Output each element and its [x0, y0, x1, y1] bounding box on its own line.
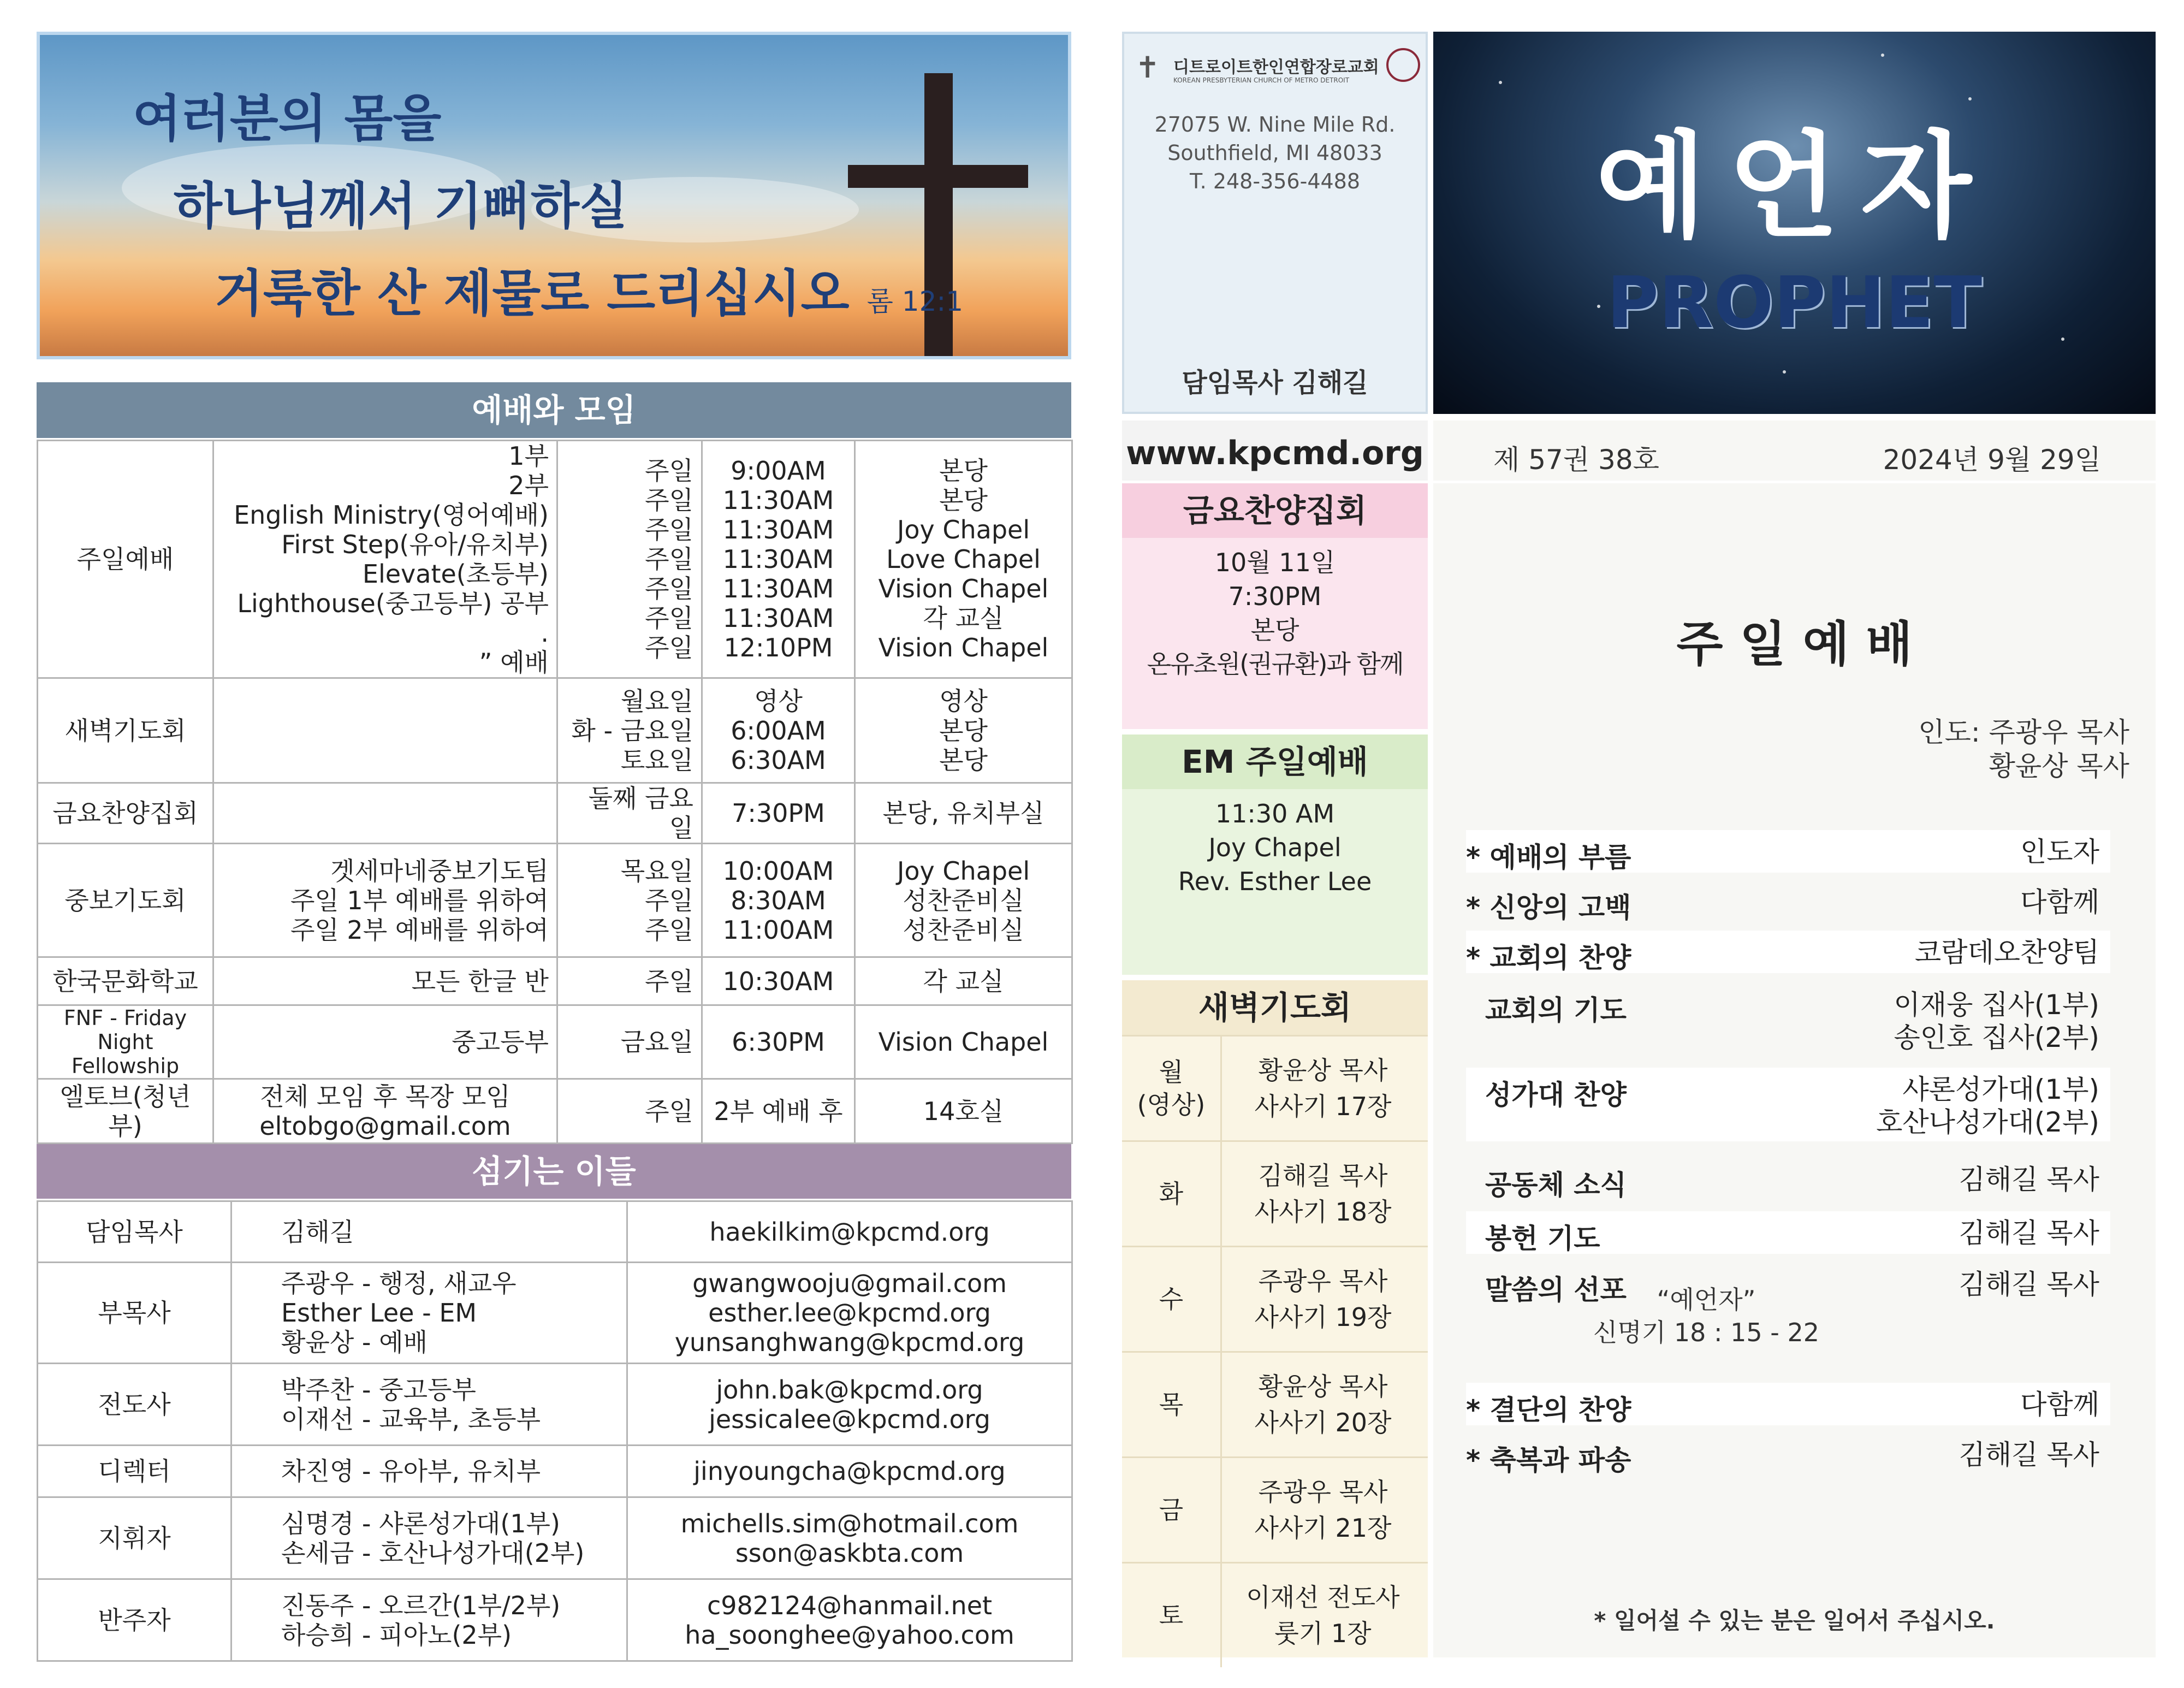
worship-time: 영상 6:00AM 6:30AM — [702, 678, 855, 783]
order-item — [1466, 1211, 2110, 1254]
order-item — [1466, 830, 2110, 873]
prophet-title-image — [1433, 32, 2156, 414]
sermon-reference: 신명기 18 : 15 - 22 — [1593, 1318, 1820, 1347]
worship-time: 10:00AM 8:30AM 11:00AM — [702, 844, 855, 957]
staff-names: 김해길 — [232, 1201, 627, 1263]
order-item-value: 김해길 목사 — [1959, 1217, 2099, 1249]
issue-volume: 제 57권 38호 — [1493, 444, 1659, 476]
worship-day: 금요일 — [557, 1005, 702, 1079]
worship-leaders: 인도: 주광우 목사 황윤상 목사 — [1918, 716, 2129, 782]
dawn-day: 수 — [1122, 1247, 1222, 1351]
staff-names: 주광우 - 행정, 새교우 Esther Lee - EM 황윤상 - 예배 — [232, 1263, 627, 1364]
em-time: 11:30 AM — [1215, 799, 1335, 828]
order-item — [1466, 1068, 2110, 1141]
worship-row — [38, 783, 1072, 844]
issue-date: 2024년 9월 29일 — [1883, 444, 2101, 476]
worship-day: 주일 — [557, 1079, 702, 1144]
worship-name: 금요찬양집회 — [38, 783, 213, 844]
order-item-value: 샤론성가대(1부) 호산나성가대(2부) — [1876, 1074, 2099, 1138]
dawn-prayer-box — [1122, 980, 1428, 1657]
worship-row — [38, 1079, 1072, 1144]
worship-day: 주일 주일 주일 주일 주일 주일 주일 — [557, 441, 702, 678]
staff-role: 지휘자 — [38, 1497, 232, 1579]
friday-time: 7:30PM — [1228, 582, 1322, 611]
worship-name: 중보기도회 — [38, 844, 213, 957]
worship-desc: 전체 모임 후 목장 모임 eltobgo@gmail.com — [213, 1079, 557, 1144]
worship-row — [38, 678, 1072, 783]
order-item-name: * 신앙의 고백 — [1466, 892, 1631, 923]
senior-pastor: 담임목사 김해길 — [1182, 368, 1368, 398]
worship-time: 6:30PM — [702, 1005, 855, 1079]
staff-row — [38, 1579, 1072, 1661]
dawn-row — [1122, 1246, 1428, 1351]
order-item-value: 다함께 — [2020, 886, 2099, 918]
address-line-2: Southfield, MI 48033 — [1167, 141, 1382, 165]
worship-place: 본당 본당 Joy Chapel Love Chapel Vision Chapel 각 교실 Vision Chapel — [855, 441, 1072, 678]
order-item-name: * 결단의 찬양 — [1466, 1394, 1631, 1426]
staff-role: 디렉터 — [38, 1446, 232, 1497]
staff-role: 반주자 — [38, 1579, 232, 1661]
worship-day: 둘째 금요일 — [557, 783, 702, 844]
friday-place: 본당 — [1250, 615, 1299, 645]
staff-names: 박주찬 - 중고등부 이재선 - 교육부, 초등부 — [232, 1364, 627, 1446]
staff-table — [37, 1200, 1073, 1662]
dawn-preacher: 김해길 목사 사사기 18장 — [1254, 1161, 1392, 1227]
worship-day: 목요일 주일 주일 — [557, 844, 702, 957]
scripture-banner — [37, 32, 1071, 359]
worship-name: 한국문화학교 — [38, 957, 213, 1005]
dawn-row — [1122, 1140, 1428, 1246]
dawn-preacher: 황윤상 목사 사사기 17장 — [1254, 1056, 1392, 1121]
em-title: EM 주일예배 — [1122, 735, 1428, 789]
staff-role: 부목사 — [38, 1263, 232, 1364]
staff-emails[interactable]: jinyoungcha@kpcmd.org — [627, 1446, 1072, 1497]
order-item — [1466, 983, 2110, 1057]
order-item-value: 이재웅 집사(1부) 송인호 집사(2부) — [1894, 989, 2099, 1053]
worship-name: 엘토브(청년부) — [38, 1079, 213, 1144]
worship-name: 주일예배 — [38, 441, 213, 678]
em-place: Joy Chapel — [1208, 833, 1342, 862]
staff-role: 담임목사 — [38, 1201, 232, 1263]
staff-emails[interactable]: haekilkim@kpcmd.org — [627, 1201, 1072, 1263]
dawn-day: 목 — [1122, 1353, 1222, 1456]
worship-table — [37, 440, 1073, 1144]
dawn-day: 월 (영상) — [1122, 1037, 1222, 1140]
order-item-name: 말씀의 선포 — [1485, 1274, 1627, 1306]
prophet-kr: 예언자 — [1595, 120, 1993, 253]
worship-place: Joy Chapel 성찬준비실 성찬준비실 — [855, 844, 1072, 957]
prophet-en: PROPHET — [1606, 261, 1983, 344]
worship-row — [38, 844, 1072, 957]
friday-praise-title: 금요찬양집회 — [1122, 483, 1428, 538]
phone: T. 248-356-4488 — [1189, 169, 1361, 193]
dawn-title: 새벽기도회 — [1122, 980, 1428, 1035]
staff-row — [38, 1201, 1072, 1263]
staff-row — [38, 1446, 1072, 1497]
worship-name: 새벽기도회 — [38, 678, 213, 783]
em-worship-box — [1122, 735, 1428, 975]
church-logo: ✝ 디트로이트한인연합장로교회 KOREAN PRESBYTERIAN CHURCH OF METRO DETROIT — [1135, 46, 1419, 100]
staff-section-title: 섬기는 이들 — [37, 1144, 1071, 1199]
worship-desc — [213, 678, 557, 783]
staff-names: 진동주 - 오르간(1부/2부) 하승희 - 피아노(2부) — [232, 1579, 627, 1661]
dawn-day: 금 — [1122, 1458, 1222, 1562]
standing-note: * 일어설 수 있는 분은 일어서 주십시오. — [1594, 1607, 1995, 1634]
church-icon: ✝ — [1135, 50, 1160, 85]
worship-place: 본당, 유치부실 — [855, 783, 1072, 844]
staff-row — [38, 1263, 1072, 1364]
worship-row — [38, 441, 1072, 678]
dawn-preacher: 이재선 전도사 룻기 1장 — [1246, 1583, 1400, 1648]
worship-place: 영상 본당 본당 — [855, 678, 1072, 783]
staff-row — [38, 1497, 1072, 1579]
order-item-name: 공동체 소식 — [1485, 1169, 1627, 1201]
worship-place: Vision Chapel — [855, 1005, 1072, 1079]
staff-names: 차진영 - 유아부, 유치부 — [232, 1446, 627, 1497]
order-item-value: 다함께 — [2020, 1389, 2099, 1420]
order-item-name: * 교회의 찬양 — [1466, 942, 1631, 974]
staff-role: 전도사 — [38, 1364, 232, 1446]
order-item — [1466, 1433, 2110, 1476]
dawn-preacher: 주광우 목사 사사기 19장 — [1254, 1266, 1392, 1332]
banner-line-3: 거룩한 산 제물로 드리십시오 롬 12:1 — [215, 264, 964, 323]
worship-desc: 겟세마네중보기도팀 주일 1부 예배를 위하여 주일 2부 예배를 위하여 — [213, 844, 557, 957]
staff-emails[interactable]: michells.sim@hotmail.com sson@askbta.com — [627, 1497, 1072, 1579]
worship-desc — [213, 783, 557, 844]
dawn-day: 화 — [1122, 1142, 1222, 1246]
order-title: 주 일 예 배 — [1676, 616, 1913, 672]
order-item-value: 코람데오찬양팀 — [1914, 937, 2099, 968]
dawn-preacher: 주광우 목사 사사기 21장 — [1254, 1477, 1392, 1543]
order-item-name: * 축복과 파송 — [1466, 1444, 1631, 1476]
worship-time: 7:30PM — [702, 783, 855, 844]
dawn-day: 토 — [1122, 1563, 1222, 1667]
em-leader: Rev. Esther Lee — [1178, 867, 1372, 896]
website-link[interactable]: www.kpcmd.org — [1126, 434, 1424, 472]
order-item-value: 김해길 목사 — [1959, 1164, 2099, 1195]
worship-desc: 중고등부 — [213, 1005, 557, 1079]
order-item-name: 교회의 기도 — [1485, 994, 1627, 1026]
seal-icon — [1386, 48, 1420, 82]
dawn-row — [1122, 1035, 1428, 1140]
worship-name: FNF - Friday Night Fellowship — [38, 1005, 213, 1079]
worship-desc: 1부 2부 English Ministry(영어예배) First Step(유아/유치부) Elevate(초등부) Lighthouse(중고등부) 공부 . ” 예배 — [213, 441, 557, 678]
sermon-title: “예언자” — [1657, 1285, 1756, 1314]
staff-emails[interactable]: c982124@hanmail.net ha_soonghee@yahoo.com — [627, 1579, 1072, 1661]
order-item — [1466, 880, 2110, 923]
address-line-1: 27075 W. Nine Mile Rd. — [1154, 112, 1396, 137]
friday-with: 온유초원(권규환)과 함께 — [1147, 649, 1403, 679]
staff-emails[interactable]: john.bak@kpcmd.org jessicalee@kpcmd.org — [627, 1364, 1072, 1446]
staff-row — [38, 1364, 1072, 1446]
worship-time: 2부 예배 후 — [702, 1079, 855, 1144]
worship-place: 14호실 — [855, 1079, 1072, 1144]
worship-section-title: 예배와 모임 — [37, 382, 1071, 438]
order-item — [1466, 1158, 2110, 1200]
worship-day: 주일 — [557, 957, 702, 1005]
order-item-name: 성가대 찬양 — [1485, 1079, 1627, 1111]
worship-day: 월요일 화 - 금요일 토요일 — [557, 678, 702, 783]
worship-desc: 모든 한글 반 — [213, 957, 557, 1005]
dawn-row — [1122, 1456, 1428, 1562]
dawn-row — [1122, 1351, 1428, 1456]
worship-time: 9:00AM 11:30AM 11:30AM 11:30AM 11:30AM 11:30AM 12:10PM — [702, 441, 855, 678]
order-item-name: 봉헌 기도 — [1485, 1223, 1600, 1254]
banner-line-2: 하나님께서 기뻐하실 — [174, 177, 628, 235]
dawn-row — [1122, 1562, 1428, 1667]
friday-praise-box — [1122, 483, 1428, 729]
order-item-value: 김해길 목사 — [1959, 1269, 2099, 1300]
order-item-value: 김해길 목사 — [1959, 1439, 2099, 1471]
banner-line-1: 여러분의 몸을 — [133, 90, 442, 148]
staff-names: 심명경 - 샤론성가대(1부) 손세금 - 호산나성가대(2부) — [232, 1497, 627, 1579]
order-item-value: 인도자 — [2020, 836, 2099, 868]
banner-reference: 롬 12:1 — [867, 286, 964, 317]
church-info-box — [1122, 32, 1428, 414]
order-item — [1466, 1383, 2110, 1425]
staff-emails[interactable]: gwangwooju@gmail.com esther.lee@kpcmd.org yunsanghwang@kpcmd.org — [627, 1263, 1072, 1364]
worship-row — [38, 957, 1072, 1005]
worship-place: 각 교실 — [855, 957, 1072, 1005]
worship-row — [38, 1005, 1072, 1079]
friday-date: 10월 11일 — [1214, 548, 1336, 577]
dawn-preacher: 황윤상 목사 사사기 20장 — [1254, 1372, 1392, 1437]
order-item — [1466, 931, 2110, 973]
order-item-name: * 예배의 부름 — [1466, 842, 1631, 873]
worship-time: 10:30AM — [702, 957, 855, 1005]
